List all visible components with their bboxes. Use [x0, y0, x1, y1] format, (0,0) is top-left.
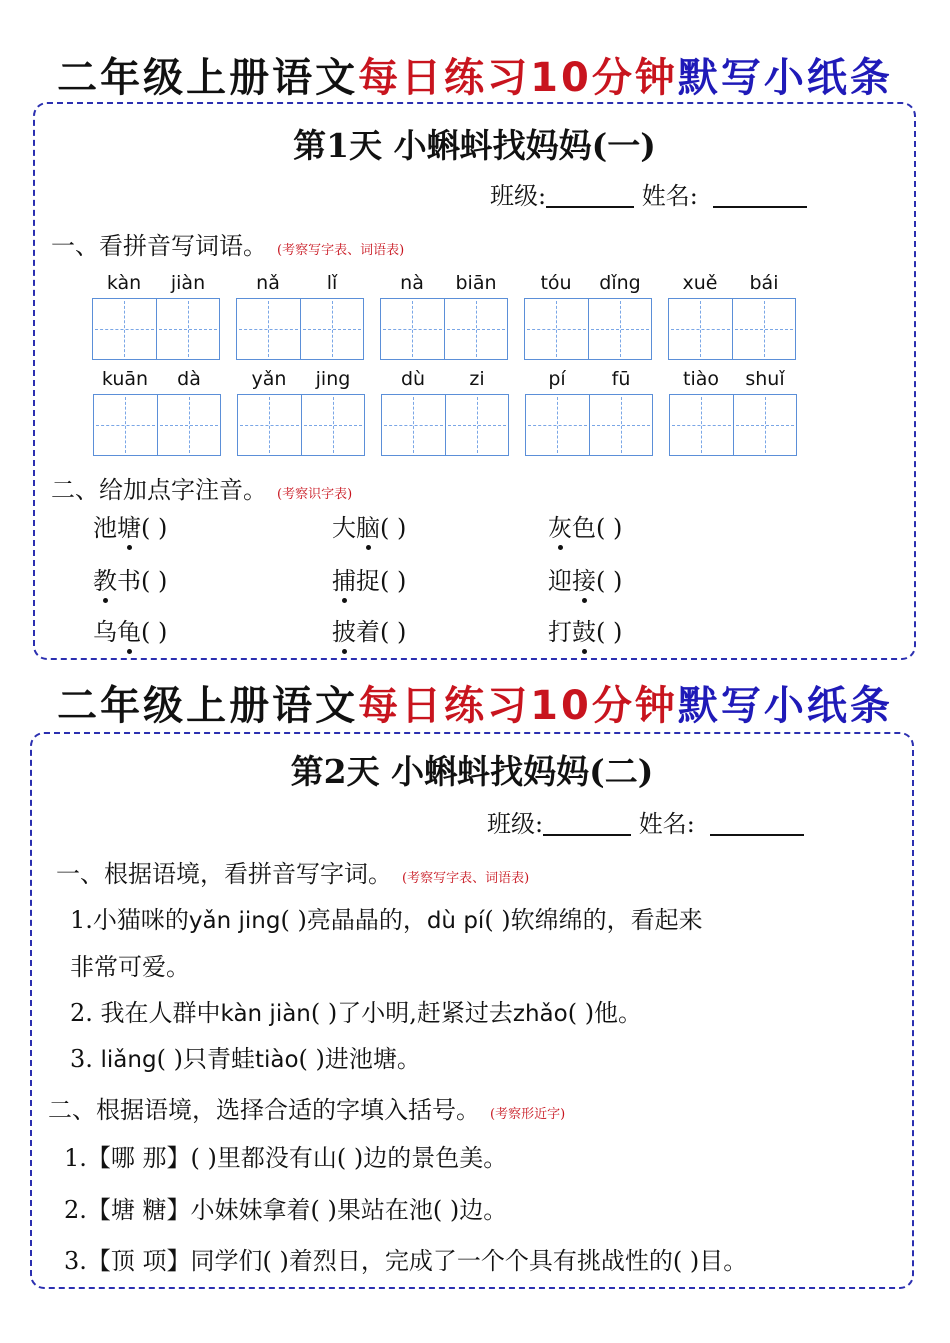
- phonetic-item: [93, 508, 167, 543]
- grid-cell[interactable]: [94, 395, 157, 455]
- char: 捉: [356, 567, 380, 595]
- pinyin: lǐ: [326, 272, 338, 294]
- question-1-line1: [70, 900, 703, 935]
- grid-cell[interactable]: [526, 395, 589, 455]
- grid-cell[interactable]: [445, 395, 509, 455]
- pinyin: nǎ: [256, 272, 280, 294]
- pinyin-row: [93, 368, 223, 390]
- phonetic-item: [548, 508, 622, 543]
- pinyin-row: [524, 272, 654, 294]
- section-label: 一、看拼音写词语。: [51, 232, 267, 260]
- dotted-char: 捕: [332, 561, 356, 596]
- q-pinyin: tiào: [254, 1047, 299, 1073]
- choice-question-1[interactable]: 1.【哪 那】( )里都没有山( )边的景色美。: [64, 1144, 508, 1172]
- answer-paren[interactable]: ( ): [596, 514, 623, 542]
- grid-cell[interactable]: [300, 299, 364, 359]
- writing-grid[interactable]: [380, 298, 508, 360]
- writing-grid[interactable]: [524, 298, 652, 360]
- phonetic-item: [332, 612, 406, 647]
- question-3: [70, 1039, 421, 1074]
- pinyin: dù: [400, 368, 426, 390]
- grid-cell[interactable]: [301, 395, 365, 455]
- banner-daily-text: 每日练习10分钟: [358, 683, 678, 729]
- dotted-char: 灰: [548, 508, 572, 543]
- section-label: 一、根据语境，看拼音写字词。: [56, 860, 392, 888]
- day2-section2-heading: [48, 1090, 565, 1125]
- char: 书: [117, 567, 141, 595]
- name-label: 姓名:: [641, 182, 698, 210]
- pinyin: bái: [749, 272, 779, 294]
- day2-section1-heading: [56, 854, 529, 889]
- banner-daily-text: 每日练习10分钟: [358, 55, 678, 101]
- answer-paren[interactable]: ( ): [380, 567, 407, 595]
- pinyin: xuě: [682, 272, 718, 294]
- dotted-char: 接: [572, 561, 596, 596]
- grid-cell[interactable]: [525, 299, 588, 359]
- char: 打: [548, 618, 572, 646]
- pinyin: jing: [315, 368, 351, 390]
- banner-grade-text: 二年级上册语文: [57, 55, 359, 101]
- day1-section2-heading: [51, 470, 352, 505]
- q-pinyin: liǎng: [100, 1047, 157, 1073]
- pinyin: pí: [548, 368, 566, 390]
- grid-cell[interactable]: [670, 395, 733, 455]
- answer-paren[interactable]: ( ): [380, 514, 407, 542]
- pinyin-row: [525, 368, 655, 390]
- day1-sheet: [33, 102, 916, 660]
- grid-cell[interactable]: [157, 395, 221, 455]
- section-label: 二、给加点字注音。: [51, 476, 267, 504]
- answer-paren[interactable]: ( ): [141, 514, 168, 542]
- q-text[interactable]: ( )只青蛙: [156, 1045, 255, 1073]
- phonetic-item: [93, 561, 167, 596]
- pinyin: jiàn: [170, 272, 206, 294]
- pinyin: kuān: [101, 368, 149, 390]
- q-text[interactable]: ( )了小明,赶紧过去: [310, 999, 513, 1027]
- dotted-char: 鼓: [572, 612, 596, 647]
- pinyin-row: [668, 272, 798, 294]
- writing-grid[interactable]: [92, 298, 220, 360]
- answer-paren[interactable]: ( ): [141, 567, 168, 595]
- grid-cell[interactable]: [237, 299, 300, 359]
- pinyin: nà: [400, 272, 424, 294]
- banner-dictation-text: 默写小纸条: [677, 683, 893, 729]
- grid-cell[interactable]: [238, 395, 301, 455]
- section-note: (考察识字表): [277, 487, 353, 502]
- banner-dictation-text: 默写小纸条: [677, 55, 893, 101]
- writing-grid[interactable]: [668, 298, 796, 360]
- dotted-char: 龟: [117, 612, 141, 647]
- answer-paren[interactable]: ( ): [596, 618, 623, 646]
- grid-cell[interactable]: [589, 395, 653, 455]
- char: 大: [332, 514, 356, 542]
- pinyin: tóu: [540, 272, 572, 294]
- writing-grid[interactable]: [93, 394, 221, 456]
- answer-paren[interactable]: ( ): [141, 618, 168, 646]
- pinyin-row: [381, 368, 511, 390]
- q-pinyin: kàn jiàn: [220, 1001, 311, 1027]
- answer-paren[interactable]: ( ): [380, 618, 407, 646]
- writing-grid[interactable]: [381, 394, 509, 456]
- q-pinyin: zhǎo: [512, 1001, 568, 1027]
- class-blank[interactable]: [546, 184, 634, 208]
- name-blank[interactable]: [710, 812, 804, 836]
- name-blank[interactable]: [713, 184, 807, 208]
- grid-cell[interactable]: [381, 299, 444, 359]
- class-blank[interactable]: [543, 812, 631, 836]
- choice-question-3[interactable]: 3.【顶 项】同学们( )着烈日，完成了一个个具有挑战性的( )目。: [64, 1247, 748, 1275]
- pinyin: dǐng: [599, 272, 641, 294]
- grid-cell[interactable]: [669, 299, 732, 359]
- worksheet-banner-2: [0, 674, 950, 731]
- q-text[interactable]: ( )他。: [567, 999, 643, 1027]
- writing-grid[interactable]: [237, 394, 365, 456]
- pinyin-row: [380, 272, 510, 294]
- writing-grid[interactable]: [525, 394, 653, 456]
- day1-section1-heading: [51, 226, 404, 261]
- dotted-char: 塘: [117, 508, 141, 543]
- pinyin-row: [236, 272, 366, 294]
- banner-grade-text: 二年级上册语文: [57, 683, 359, 729]
- pinyin-row: [92, 272, 222, 294]
- q-text: 3.: [70, 1045, 101, 1073]
- grid-cell[interactable]: [732, 299, 796, 359]
- char: 迎: [548, 567, 572, 595]
- pinyin: tiào: [683, 368, 719, 390]
- dotted-char: 脑: [356, 508, 380, 543]
- grid-cell[interactable]: [733, 395, 797, 455]
- section-note: (考察写字表、词语表): [402, 871, 530, 886]
- phonetic-item: [548, 612, 622, 647]
- grid-cell[interactable]: [588, 299, 652, 359]
- char: 池: [93, 514, 117, 542]
- question-2: [70, 993, 642, 1028]
- q-text[interactable]: ( )软绵绵的，看起来: [484, 906, 703, 934]
- pinyin: dà: [177, 368, 201, 390]
- class-label: 班级:: [490, 182, 547, 210]
- name-label: 姓名:: [638, 810, 695, 838]
- q-text: 1.小猫咪的: [70, 906, 189, 934]
- q-pinyin: dù pí: [426, 908, 485, 934]
- phonetic-item: [93, 612, 167, 647]
- section-label: 二、根据语境，选择合适的字填入括号。: [48, 1096, 480, 1124]
- dotted-char: 披: [332, 612, 356, 647]
- choice-question-2[interactable]: 2.【塘 糖】小妹妹拿着( )果站在池( )边。: [64, 1196, 508, 1224]
- q-pinyin: yǎn jing: [188, 908, 281, 934]
- answer-paren[interactable]: ( ): [596, 567, 623, 595]
- day2-title: 第2天 小蝌蚪找妈妈(二): [290, 752, 654, 791]
- pinyin: fū: [611, 368, 631, 390]
- pinyin: biān: [455, 272, 497, 294]
- pinyin-row: [237, 368, 367, 390]
- day2-sheet: [30, 732, 914, 1289]
- dotted-char: 教: [93, 561, 117, 596]
- writing-grid[interactable]: [669, 394, 797, 456]
- pinyin: yǎn: [251, 368, 287, 390]
- phonetic-item: [332, 508, 406, 543]
- pinyin: shuǐ: [745, 368, 785, 390]
- section-note: (考察形近字): [490, 1107, 566, 1122]
- section-note: (考察写字表、词语表): [277, 243, 405, 258]
- grid-cell[interactable]: [382, 395, 445, 455]
- writing-grid[interactable]: [236, 298, 364, 360]
- grid-cell[interactable]: [156, 299, 220, 359]
- question-1-line2: 非常可爱。: [70, 953, 190, 981]
- pinyin: kàn: [106, 272, 142, 294]
- q-text[interactable]: ( )进池塘。: [298, 1045, 421, 1073]
- grid-cell[interactable]: [93, 299, 156, 359]
- pinyin: zi: [469, 368, 485, 390]
- day1-class-name-line: [490, 176, 807, 211]
- day2-class-name-line: [487, 804, 804, 839]
- q-text[interactable]: ( )亮晶晶的，: [280, 906, 427, 934]
- worksheet-banner-1: [0, 46, 950, 103]
- pinyin-row: [669, 368, 799, 390]
- char: 乌: [93, 618, 117, 646]
- grid-cell[interactable]: [444, 299, 508, 359]
- phonetic-item: [332, 561, 406, 596]
- phonetic-item: [548, 561, 622, 596]
- q-text: 2. 我在人群中: [70, 999, 221, 1027]
- char: 色: [572, 514, 596, 542]
- day1-title: 第1天 小蝌蚪找妈妈(一): [293, 126, 656, 165]
- class-label: 班级:: [487, 810, 544, 838]
- char: 着: [356, 618, 380, 646]
